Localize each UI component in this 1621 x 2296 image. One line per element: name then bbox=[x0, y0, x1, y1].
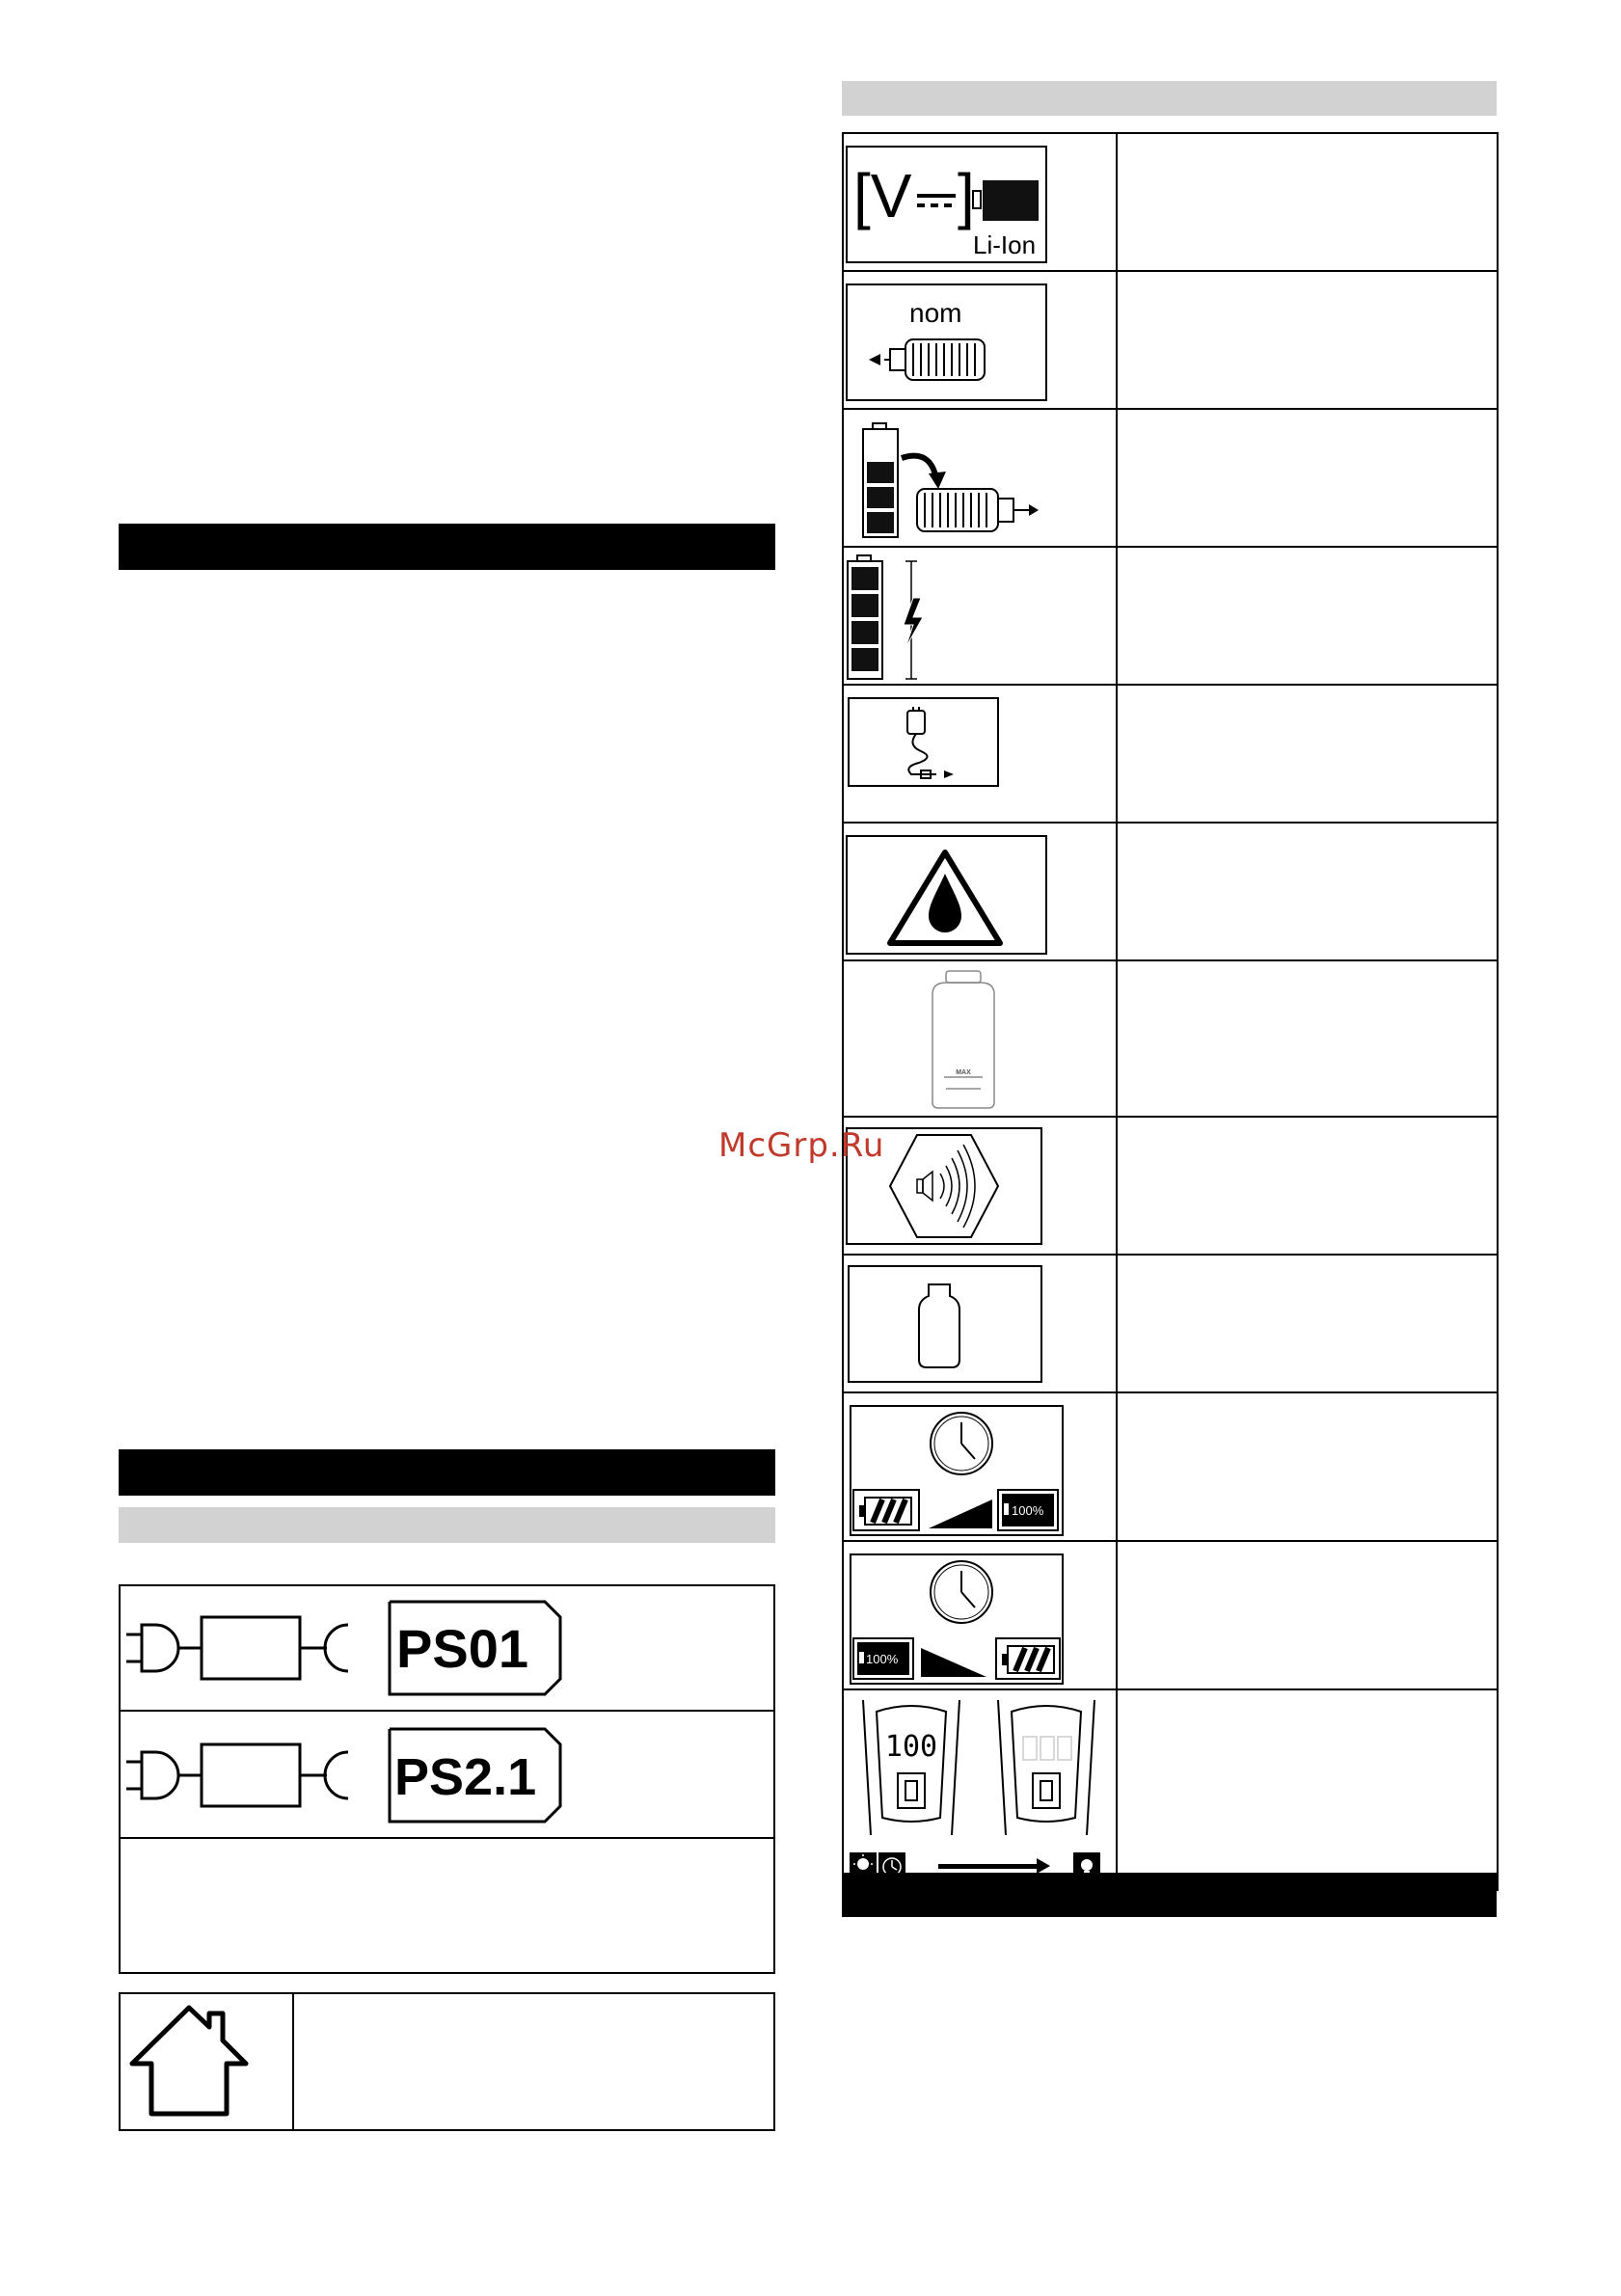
symbols-table bbox=[842, 132, 1499, 1891]
symbol-desc-8 bbox=[1117, 1117, 1498, 1255]
right-section-header-bar bbox=[842, 1873, 1497, 1917]
charger-plug-icon bbox=[850, 699, 997, 785]
model-label-ps21: PS2.1 bbox=[394, 1748, 537, 1806]
section-header-bar-1 bbox=[119, 524, 775, 570]
display-light-icon bbox=[844, 1690, 1116, 1889]
symbol-row-3 bbox=[843, 409, 1117, 547]
symbol-row-1 bbox=[843, 133, 1117, 271]
motor-nominal-icon bbox=[848, 285, 1045, 399]
watermark: McGrp.Ru bbox=[718, 1126, 885, 1165]
symbol-desc-1 bbox=[1117, 133, 1498, 271]
symbol-desc-11 bbox=[1117, 1541, 1498, 1689]
warning-liquid-icon bbox=[848, 837, 1045, 953]
symbol-row-6 bbox=[843, 823, 1117, 960]
power-supply-table bbox=[119, 1584, 775, 1974]
runtime-icon bbox=[851, 1555, 1062, 1683]
symbol-row-11 bbox=[843, 1541, 1117, 1689]
battery-to-motor-icon bbox=[844, 410, 1116, 546]
tank-max-icon bbox=[844, 961, 1116, 1116]
battery-charge-voltage-icon bbox=[844, 548, 1116, 684]
symbol-row-4 bbox=[843, 547, 1117, 685]
plug-row-ps01 bbox=[120, 1585, 774, 1711]
battery-voltage-icon bbox=[848, 148, 1045, 261]
house-table bbox=[119, 1992, 775, 2131]
right-subsection-header-bar bbox=[842, 81, 1497, 116]
plug-power-supply-icon bbox=[121, 1586, 564, 1710]
section-header-bar-2 bbox=[119, 1449, 775, 1496]
symbol-desc-3 bbox=[1117, 409, 1498, 547]
house-icon bbox=[121, 1994, 292, 2129]
symbol-desc-5 bbox=[1117, 685, 1498, 823]
start-charge-label: 100% bbox=[866, 1652, 899, 1666]
symbol-row-7 bbox=[843, 960, 1117, 1117]
symbol-desc-4 bbox=[1117, 547, 1498, 685]
symbol-desc-6 bbox=[1117, 823, 1498, 960]
max-label: MAX bbox=[956, 1069, 971, 1076]
house-text-cell bbox=[293, 1993, 774, 2130]
symbol-row-12 bbox=[843, 1689, 1117, 1890]
symbol-row-5 bbox=[843, 685, 1117, 823]
symbol-desc-9 bbox=[1117, 1255, 1498, 1392]
house-icon-cell bbox=[120, 1993, 293, 2130]
symbol-row-10 bbox=[843, 1392, 1117, 1541]
plug-row-ps21 bbox=[120, 1711, 774, 1838]
model-label-ps01: PS01 bbox=[396, 1618, 528, 1679]
plug-power-supply-icon bbox=[121, 1712, 564, 1837]
voltage-label: [V bbox=[853, 161, 912, 230]
svg-text:]: ] bbox=[958, 161, 975, 230]
charging-time-icon bbox=[851, 1407, 1062, 1534]
symbol-row-9 bbox=[843, 1255, 1117, 1392]
symbol-row-2 bbox=[843, 271, 1117, 409]
weight-icon bbox=[850, 1267, 1040, 1381]
full-charge-label: 100% bbox=[1012, 1503, 1044, 1518]
nom-label: nom bbox=[909, 298, 962, 328]
symbol-desc-12 bbox=[1117, 1689, 1498, 1890]
plug-notes-cell bbox=[120, 1838, 774, 1973]
li-ion-label: Li-Ion bbox=[973, 230, 1037, 259]
subsection-header-bar bbox=[119, 1507, 775, 1543]
symbol-desc-10 bbox=[1117, 1392, 1498, 1541]
display-value: 100 bbox=[884, 1730, 938, 1764]
symbol-desc-2 bbox=[1117, 271, 1498, 409]
symbol-desc-7 bbox=[1117, 960, 1498, 1117]
